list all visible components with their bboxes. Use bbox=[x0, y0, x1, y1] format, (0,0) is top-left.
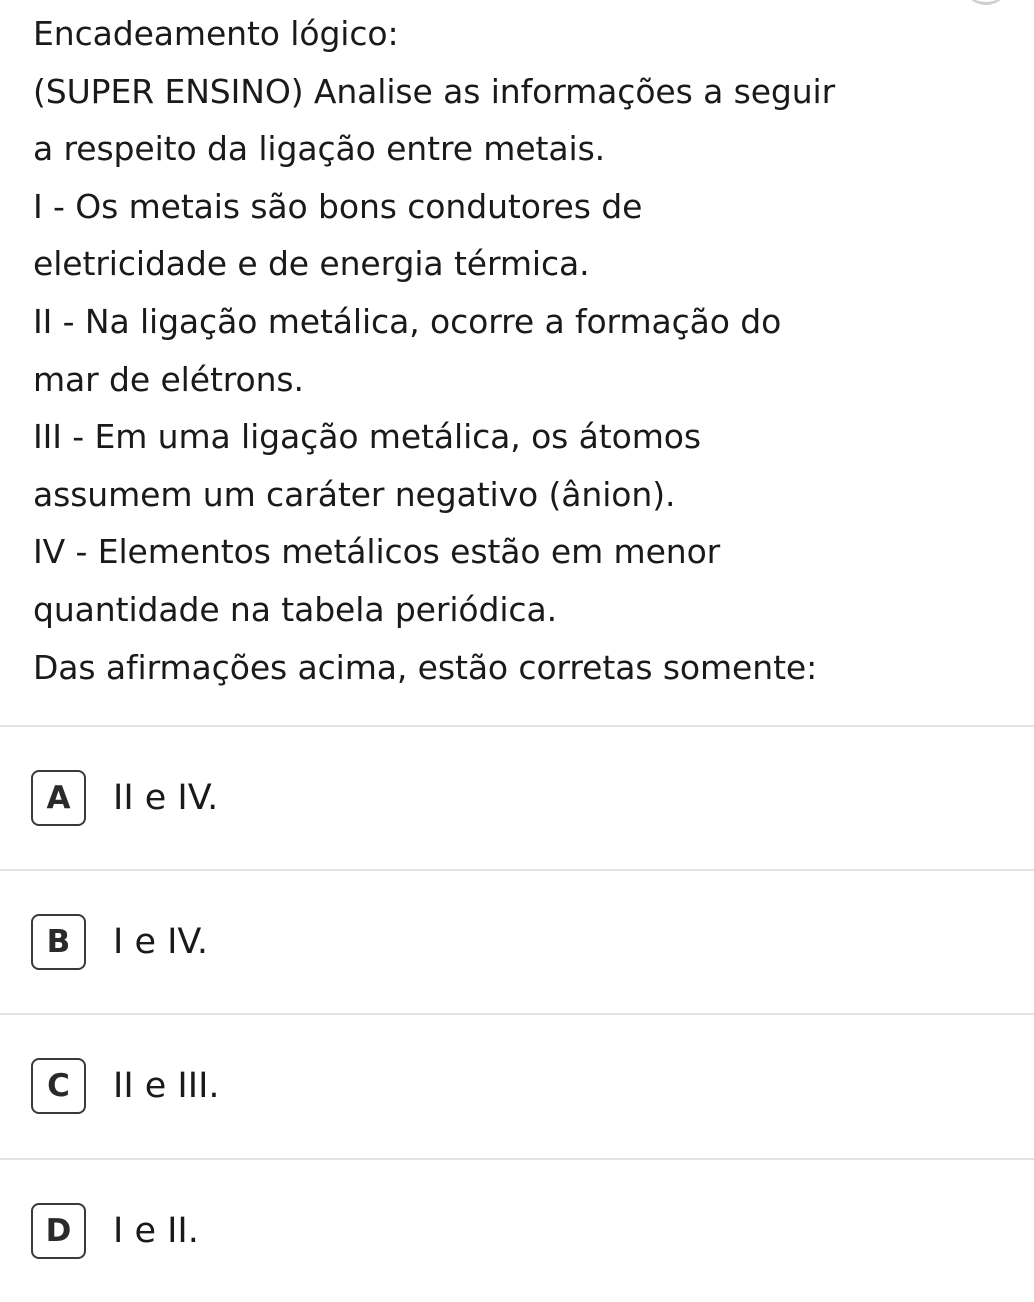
question-line: quantidade na tabela periódica. bbox=[33, 589, 557, 629]
option-label: I e IV. bbox=[113, 922, 208, 962]
question-line: assumem um caráter negativo (ânion). bbox=[33, 474, 676, 514]
question-line: Encadeamento lógico: bbox=[33, 14, 399, 53]
option-letter-badge: C bbox=[31, 1058, 86, 1114]
question-line: mar de elétrons. bbox=[33, 359, 304, 399]
question-line: (SUPER ENSINO) Analise as informações a seguir bbox=[33, 71, 836, 111]
option-c[interactable] bbox=[0, 1015, 1034, 1155]
option-label: II e IV. bbox=[113, 778, 219, 818]
option-letter-badge: B bbox=[31, 914, 86, 970]
option-letter-badge: D bbox=[31, 1203, 86, 1259]
question-line: a respeito da ligação entre metais. bbox=[33, 129, 606, 169]
question-line: II - Na ligação metálica, ocorre a formação do bbox=[33, 301, 782, 341]
question-line: eletricidade e de energia térmica. bbox=[33, 244, 590, 284]
question-line: IV - Elementos metálicos estão em menor bbox=[33, 532, 721, 572]
option-b[interactable] bbox=[0, 871, 1034, 1011]
question-line: I - Os metais são bons condutores de bbox=[33, 186, 643, 226]
question-line: Das afirmações acima, estão corretas somente: bbox=[33, 647, 818, 687]
option-label: II e III. bbox=[113, 1066, 220, 1106]
option-letter-badge: A bbox=[31, 770, 86, 826]
option-d[interactable] bbox=[0, 1160, 1034, 1300]
option-a[interactable] bbox=[0, 727, 1034, 867]
question-text bbox=[33, 5, 1023, 696]
option-label: I e II. bbox=[113, 1211, 199, 1251]
question-line: III - Em uma ligação metálica, os átomos bbox=[33, 417, 701, 457]
